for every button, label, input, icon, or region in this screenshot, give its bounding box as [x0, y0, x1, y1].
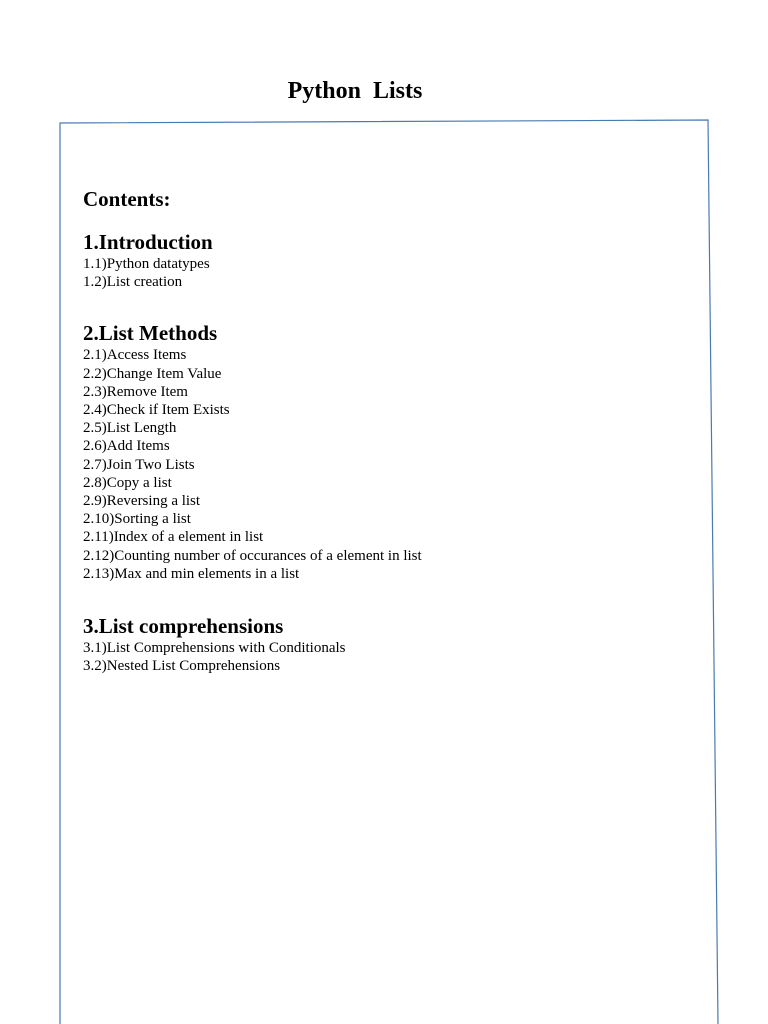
- section-heading: 1.Introduction: [83, 230, 213, 254]
- table-of-contents: [83, 185, 683, 675]
- section-heading: 2.List Methods: [83, 321, 218, 346]
- toc-item: 2.12)Counting number of occurances of a element in list: [83, 547, 422, 564]
- section-items: [83, 346, 683, 583]
- section-heading: 3.List comprehensions: [83, 614, 284, 639]
- toc-item: 2.4)Check if Item Exists: [83, 402, 230, 419]
- toc-item: 2.7)Join Two Lists: [83, 456, 195, 473]
- toc-item: 2.9)Reversing a list: [83, 493, 201, 510]
- toc-item: 2.13)Max and min elements in a list: [83, 565, 300, 582]
- section-list-methods: [83, 320, 683, 583]
- toc-item: 1.2)List creation: [83, 274, 183, 291]
- toc-item: 2.5)List Length: [83, 420, 177, 437]
- toc-item: 2.11)Index of a element in list: [83, 529, 264, 546]
- toc-item: 2.8)Copy a list: [83, 474, 172, 491]
- toc-item: 2.6)Add Items: [83, 438, 170, 455]
- toc-item: 3.2)Nested List Comprehensions: [83, 658, 281, 675]
- toc-item: 2.3)Remove Item: [83, 383, 188, 400]
- toc-item: 3.1)List Comprehensions with Conditionals: [83, 640, 346, 657]
- toc-item: 2.10)Sorting a list: [83, 511, 191, 528]
- toc-item: 2.2)Change Item Value: [83, 365, 222, 382]
- toc-item: 2.1)Access Items: [83, 347, 187, 364]
- section-items: [83, 255, 683, 291]
- section-introduction: [83, 229, 683, 291]
- page-title: Python Lists: [287, 78, 423, 104]
- section-list-comprehensions: [83, 613, 683, 675]
- toc-item: 1.1)Python datatypes: [83, 256, 210, 272]
- section-items: [83, 639, 683, 675]
- contents-heading: Contents:: [83, 187, 171, 211]
